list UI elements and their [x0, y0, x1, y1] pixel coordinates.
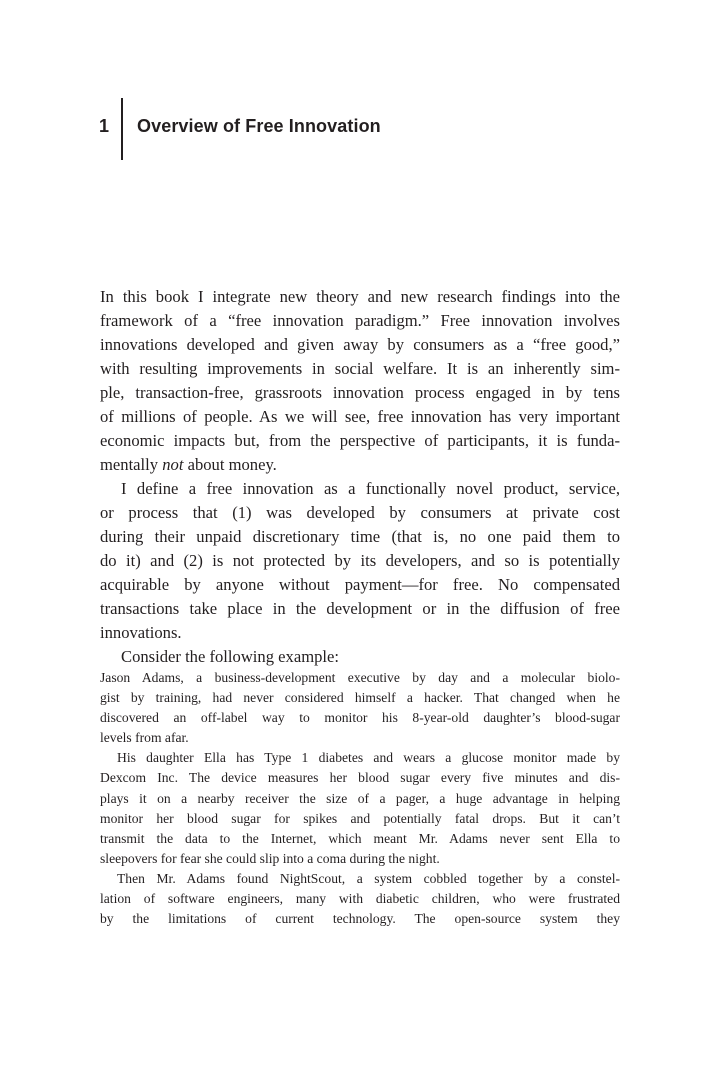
body-line: framework of a “free innovation paradigm.” Free innovation involves	[100, 311, 620, 330]
extract-line: levels from afar.	[100, 730, 189, 746]
extract-line: transmit the data to the Internet, which meant Mr. Adams never sent Ella to	[100, 830, 620, 846]
extract-line: sleepovers for fear she could slip into a coma during the night.	[100, 850, 440, 866]
body-line: ple, transaction-free, grassroots innovation process engaged in by tens	[100, 383, 620, 402]
body-line: transactions take place in the development or in the diffusion of free	[100, 599, 620, 618]
body-line: of millions of people. As we will see, free innovation has very important	[100, 407, 620, 426]
chapter-title: Overview of Free Innovation	[137, 116, 381, 136]
extract-line: His daughter Ella has Type 1 diabetes and wears a glucose monitor made by	[117, 750, 620, 766]
extract-line: Jason Adams, a business-development executive by day and a molecular biolo-	[100, 669, 620, 685]
extract-line: Dexcom Inc. The device measures her blood sugar every five minutes and dis-	[100, 770, 620, 786]
body-line: economic impacts but, from the perspective of participants, it is funda-	[100, 431, 620, 450]
chapter-divider-rule	[121, 98, 123, 160]
emphasis-text: not	[162, 455, 184, 474]
body-line: or process that (1) was developed by consumers at private cost	[100, 503, 620, 522]
body-line: Consider the following example:	[121, 647, 339, 666]
body-line: acquirable by anyone without payment—for free. No compensated	[100, 575, 620, 594]
body-line: In this book I integrate new theory and new research findings into the	[100, 287, 620, 306]
extract-line: Then Mr. Adams found NightScout, a system cobbled together by a constel-	[117, 870, 620, 886]
extract-line: plays it on a nearby receiver the size of a pager, a huge advantage in helping	[100, 790, 620, 806]
body-line: I define a free innovation as a functionally novel product, service,	[121, 479, 620, 498]
line-fragment: mentally	[100, 455, 163, 474]
extract-line: lation of software engineers, many with diabetic children, who were frustrated	[100, 891, 620, 907]
extract-line: by the limitations of current technology. The open-source system they	[100, 911, 620, 927]
body-line: with resulting improvements in social welfare. It is an inherently sim-	[100, 359, 620, 378]
body-line: during their unpaid discretionary time (that is, no one paid them to	[100, 527, 620, 546]
body-line	[100, 453, 620, 477]
body-line: innovations developed and given away by consumers as a “free good,”	[100, 335, 620, 354]
body-line: innovations.	[100, 623, 182, 642]
extract-line: gist by training, had never considered himself a hacker. That changed when he	[100, 690, 620, 706]
extract-line: monitor her blood sugar for spikes and potentially fatal drops. But it can’t	[100, 810, 620, 826]
extract-line: discovered an off-label way to monitor his 8-year-old daughter’s blood-sugar	[100, 710, 620, 726]
chapter-number: 1	[99, 116, 110, 136]
line-fragment: about money.	[183, 455, 277, 474]
body-line: do it) and (2) is not protected by its developers, and so is potentially	[100, 551, 620, 570]
